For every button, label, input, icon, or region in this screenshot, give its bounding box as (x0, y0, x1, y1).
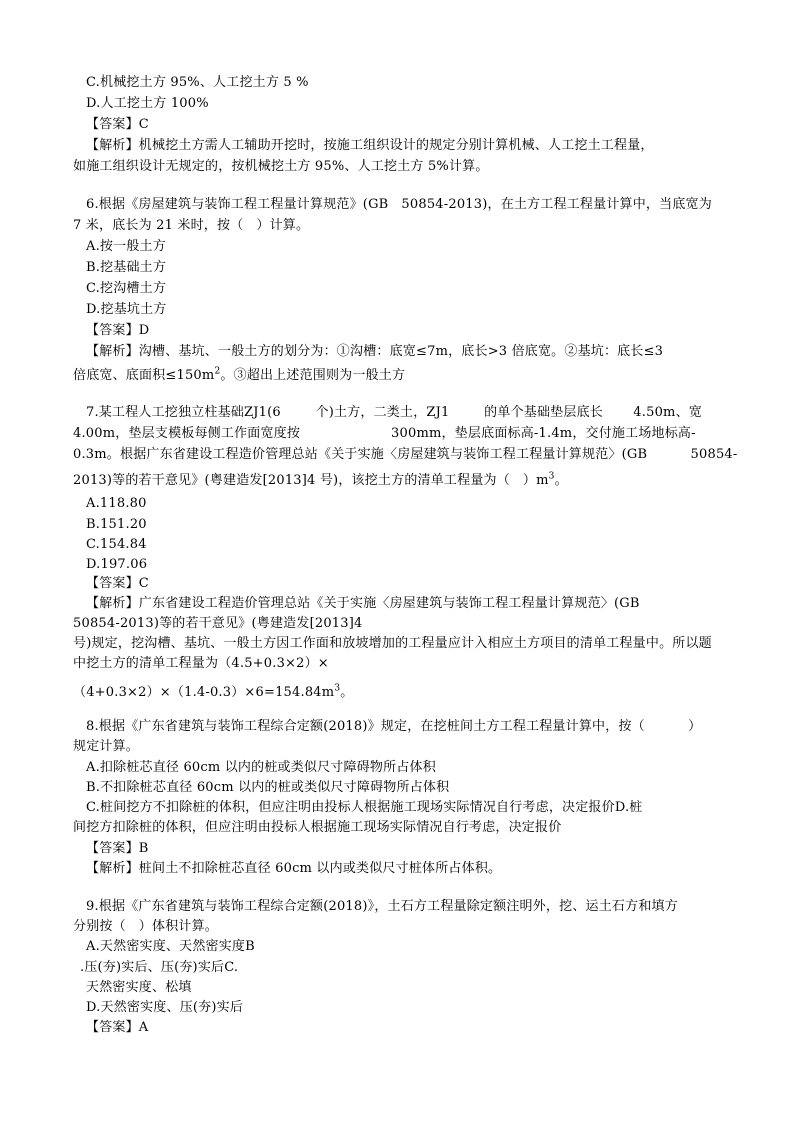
q8-stem-line: 8.根据《广东省建筑与装饰工程综合定额(2018)》规定，在挖桩间土方工程工程量计算中，按（ ） (86, 719, 702, 734)
q9-option-line: 天然密实度、松填 (86, 980, 192, 995)
q7-analysis-line: 号)规定，挖沟槽、基坑、一般土方因工作面和放坡增加的工程量应计入相应土方项目的清单工程量中。所以题 (73, 636, 712, 651)
q5-option-c: C.机械挖土方 95%、人工挖土方 5 % (86, 75, 309, 90)
q7-stem-line: 4.00m，垫层支模板每侧工作面宽度按 300mm，垫层底面标高-1.4m，交付施工场地标高- (73, 426, 696, 441)
q5-analysis-line: 如施工组织设计无规定的，按机械挖土方 95%、人工挖土方 5%计算。 (73, 159, 489, 174)
q8-option-d: 间挖方扣除桩的体积，但应注明由投标人根据施工现场实际情况自行考虑，决定报价 (73, 820, 562, 835)
q9-stem-line: 分别按（ ）体积计算。 (73, 919, 218, 934)
q9-option-line: A.天然密实度、天然密实度B (86, 939, 255, 954)
q8-option-c: C.桩间挖方不扣除桩的体积，但应注明由投标人根据施工现场实际情况自行考虑，决定报价D.桩 (86, 800, 643, 815)
q8-option-a: A.扣除桩芯直径 60cm 以内的桩或类似尺寸障碍物所占体积 (86, 760, 436, 775)
q8-option-b: B.不扣除桩芯直径 60cm 以内的桩或类似尺寸障碍物所占体积 (86, 780, 450, 795)
q7-option-c: C.154.84 (86, 537, 147, 552)
q9-option-line: D.天然密实度、压(夯)实后 (86, 1000, 244, 1015)
q7-option-a: A.118.80 (86, 496, 147, 511)
q5-analysis-line: 【解析】机械挖土方需人工辅助开挖时，按施工组织设计的规定分别计算机械、人工挖土工程量， (86, 138, 654, 153)
q7-analysis-line: 50854-2013)等的若干意见》(粤建造发[2013]4 (73, 616, 363, 631)
q6-option-d: D.挖基坑土方 (86, 302, 167, 317)
q6-option-c: C.挖沟槽土方 (86, 281, 167, 296)
q6-analysis-line: 【解析】沟槽、基坑、一般土方的划分为：①沟槽：底宽≤7m，底长>3 倍底宽。②基坑：底长≤3 (86, 344, 664, 359)
q6-stem-line: 7 米，底长为 21 米时，按（ ）计算。 (73, 218, 310, 233)
q7-option-b: B.151.20 (86, 517, 147, 532)
q9-stem-line: 9.根据《广东省建筑与装饰工程综合定额(2018)》，土石方工程量除定额注明外，挖、运土石方和填方 (86, 899, 678, 914)
q9-answer: 【答案】A (86, 1020, 149, 1035)
q8-answer: 【答案】B (86, 841, 149, 856)
q7-analysis-line: 中挖土方的清单工程量为（4.5+0.3×2）× (73, 656, 329, 671)
q6-analysis-line: 倍底宽、底面积$\le 150m^2$。③超出上述范围则为一般土方 (73, 366, 406, 383)
q6-stem-line: 6.根据《房屋建筑与装饰工程工程量计算规范》(GB 50854-2013)，在土方工程工程量计算中，当底宽为 (86, 197, 712, 212)
q7-option-d: D.197.06 (86, 557, 148, 572)
q7-analysis-line: $(4+0.3\times 2)\times(1.4-0.3)\times 6=154.84m^3$。 (73, 683, 354, 700)
q7-answer: 【答案】C (86, 576, 149, 591)
q6-option-b: B.挖基础土方 (86, 260, 167, 275)
q7-stem-line: 0.3m。根据广东省建设工程造价管理总站《关于实施〈房屋建筑与装饰工程工程量计算规范〉(GB 50854- (73, 447, 738, 462)
q7-stem-line: 7.某工程人工挖独立柱基础ZJ1(6 个)土方，二类土，ZJ1 的单个基础垫层底长 4.50m、宽 (86, 405, 702, 420)
q5-option-d: D.人工挖土方 100% (86, 96, 209, 111)
q8-stem-line: 规定计算。 (73, 739, 140, 754)
q8-analysis-line: 【解析】桩间土不扣除桩芯直径 60cm 以内或类似尺寸桩体所占体积。 (86, 861, 502, 876)
q5-answer: 【答案】C (86, 117, 149, 132)
q7-stem-line: 2013)等的若干意见》(粤建造发[2013]4 号)，该挖土方的清单工程量为（ ）$m^3$。 (73, 471, 568, 488)
q7-analysis-line: 【解析】广东省建设工程造价管理总站《关于实施〈房屋建筑与装饰工程工程量计算规范〉(GB (86, 596, 640, 611)
q9-option-line: .压(夯)实后、压(夯)实后C. (80, 960, 239, 975)
q6-answer: 【答案】D (86, 323, 150, 338)
q6-option-a: A.按一般土方 (86, 239, 166, 254)
